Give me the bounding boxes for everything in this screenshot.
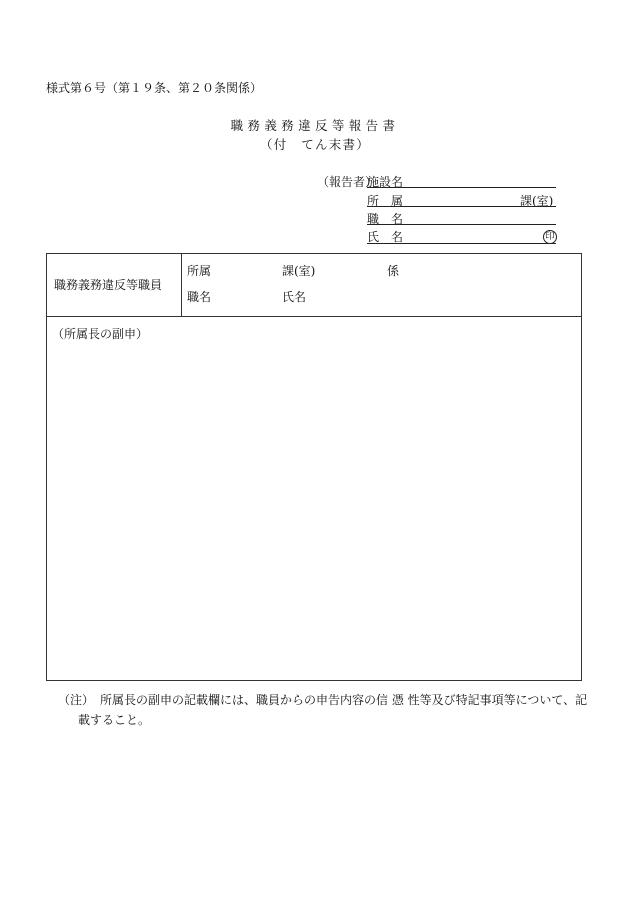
employee-position-label: 職名 bbox=[187, 290, 212, 304]
form-number: 様式第６号（第１９条、第２０条関係） bbox=[46, 81, 263, 95]
employee-name-label: 氏名 bbox=[282, 290, 307, 304]
department-suffix: 課(室) bbox=[520, 194, 554, 208]
note-line-2: 載すること。 bbox=[78, 713, 151, 727]
reporter-prefix: （報告者） bbox=[317, 175, 378, 189]
position-underline bbox=[367, 224, 556, 225]
note-line-1 bbox=[58, 694, 587, 706]
document-title: 職務義務違反等報告書 bbox=[230, 118, 400, 133]
position-label: 職 名 bbox=[367, 212, 404, 226]
seal-mark: 印 bbox=[543, 230, 557, 244]
remarks-label: （所属長の副申） bbox=[52, 327, 149, 341]
table-column-divider bbox=[181, 254, 182, 317]
facility-underline bbox=[367, 187, 556, 188]
note-text-1: 所属長の副申の記載欄には、職員からの申告内容の信 憑 性等及び特記事項等について、記 bbox=[100, 693, 588, 707]
name-label: 氏 名 bbox=[367, 230, 404, 244]
section-label: 課(室) bbox=[282, 264, 316, 278]
department-label: 所 属 bbox=[367, 194, 404, 208]
affiliation-label: 所属 bbox=[187, 264, 212, 278]
report-table bbox=[46, 253, 582, 681]
name-underline bbox=[367, 243, 556, 244]
employee-header: 職務義務違反等職員 bbox=[54, 278, 163, 292]
note-prefix: （注） bbox=[58, 693, 95, 707]
facility-label: 施設名 bbox=[367, 175, 404, 189]
table-row-divider bbox=[47, 316, 581, 317]
document-subtitle: （付 てん末書） bbox=[259, 137, 370, 152]
unit-label: 係 bbox=[387, 264, 400, 278]
department-underline bbox=[367, 206, 556, 207]
